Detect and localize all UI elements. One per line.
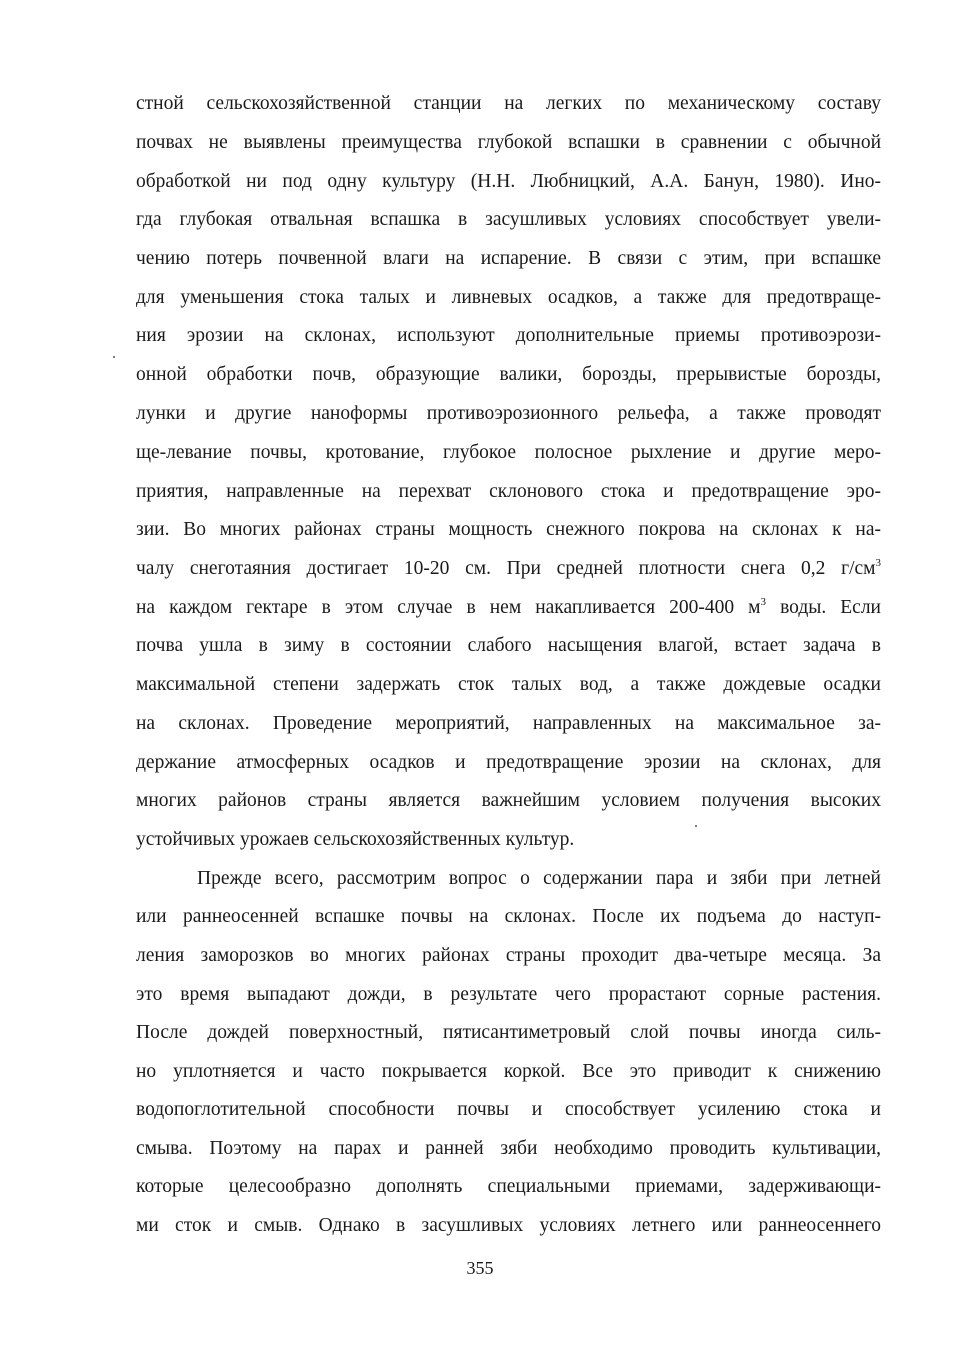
- text-line: Прежде всего, рассмотрим вопрос о содержании пара и зяби при летней: [197, 868, 881, 889]
- text-line: гда глубокая отвальная вспашка в засушливых условиях способствует увели-: [136, 209, 881, 230]
- text-line: ния эрозии на склонах, используют дополнительные приемы противоэрози-: [136, 325, 881, 346]
- text-line: для уменьшения стока талых и ливневых осадков, а также для предотвраще-: [136, 287, 881, 308]
- text-line: держание атмосферных осадков и предотвращение эрозии на склонах, для: [136, 752, 881, 773]
- text-line: многих районов страны является важнейшим условием получения высоких: [136, 790, 881, 811]
- text-line: которые целесообразно дополнять специальными приемами, задерживающи-: [136, 1176, 881, 1197]
- text-line: стной сельскохозяйственной станции на легких по механическому составу: [136, 93, 881, 114]
- text-line: смыва. Поэтому на парах и ранней зяби необходимо проводить культивации,: [136, 1138, 881, 1159]
- text-line: или раннеосенней вспашке почвы на склонах. После их подъема до наступ-: [136, 906, 881, 927]
- scan-speck: [113, 356, 115, 358]
- superscript: 3: [875, 557, 881, 569]
- text-line: почва ушла в зиму в состоянии слабого насыщения влагой, встает задача в: [136, 635, 881, 656]
- text-line: онной обработки почв, образующие валики, борозды, прерывистые борозды,: [136, 364, 881, 385]
- text-line: чению потерь почвенной влаги на испарение. В связи с этим, при вспашке: [136, 248, 881, 269]
- text-line: После дождей поверхностный, пятисантиметровый слой почвы иногда силь-: [136, 1022, 881, 1043]
- scan-speck: [695, 825, 697, 827]
- text-line: почвах не выявлены преимущества глубокой вспашки в сравнении с обычной: [136, 132, 881, 153]
- text-line: ми сток и смыв. Однако в засушливых условиях летнего или раннеосеннего: [136, 1215, 881, 1236]
- text-line: максимальной степени задержать сток талых вод, а также дождевые осадки: [136, 674, 881, 695]
- text-line: приятия, направленные на перехват склонового стока и предотвращение эро-: [136, 481, 881, 502]
- text-line: устойчивых урожаев сельскохозяйственных культур.: [136, 829, 575, 850]
- text-line: [136, 557, 881, 581]
- text-line: зии. Во многих районах страны мощность снежного покрова на склонах к на-: [136, 519, 881, 540]
- text-line: обработкой ни под одну культуру (Н.Н. Любницкий, А.А. Банун, 1980). Ино-: [136, 171, 881, 192]
- line-text: на каждом гектаре в этом случае в нем накапливается 200-400 м: [136, 597, 761, 618]
- text-line: [136, 596, 881, 620]
- text-line: это время выпадают дожди, в результате чего прорастают сорные растения.: [136, 984, 881, 1005]
- line-text: воды. Если: [766, 597, 881, 618]
- text-line: лунки и другие наноформы противоэрозионного рельефа, а также проводят: [136, 403, 881, 424]
- text-line: но уплотняется и часто покрывается коркой. Все это приводит к снижению: [136, 1061, 881, 1082]
- page-number: 355: [466, 1258, 494, 1278]
- superscript: 3: [760, 596, 767, 608]
- text-line: ще-левание почвы, кротование, глубокое полосное рыхление и другие меро-: [136, 442, 881, 463]
- text-line: ления заморозков во многих районах страны проходит два-четыре месяца. За: [136, 945, 881, 966]
- text-line: водопоглотительной способности почвы и способствует усилению стока и: [136, 1099, 881, 1120]
- text-line: на склонах. Проведение мероприятий, направленных на максимальное за-: [136, 713, 881, 734]
- line-text: чалу снеготаяния достигает 10-20 см. При средней плотности снега 0,2 г/см: [136, 558, 876, 579]
